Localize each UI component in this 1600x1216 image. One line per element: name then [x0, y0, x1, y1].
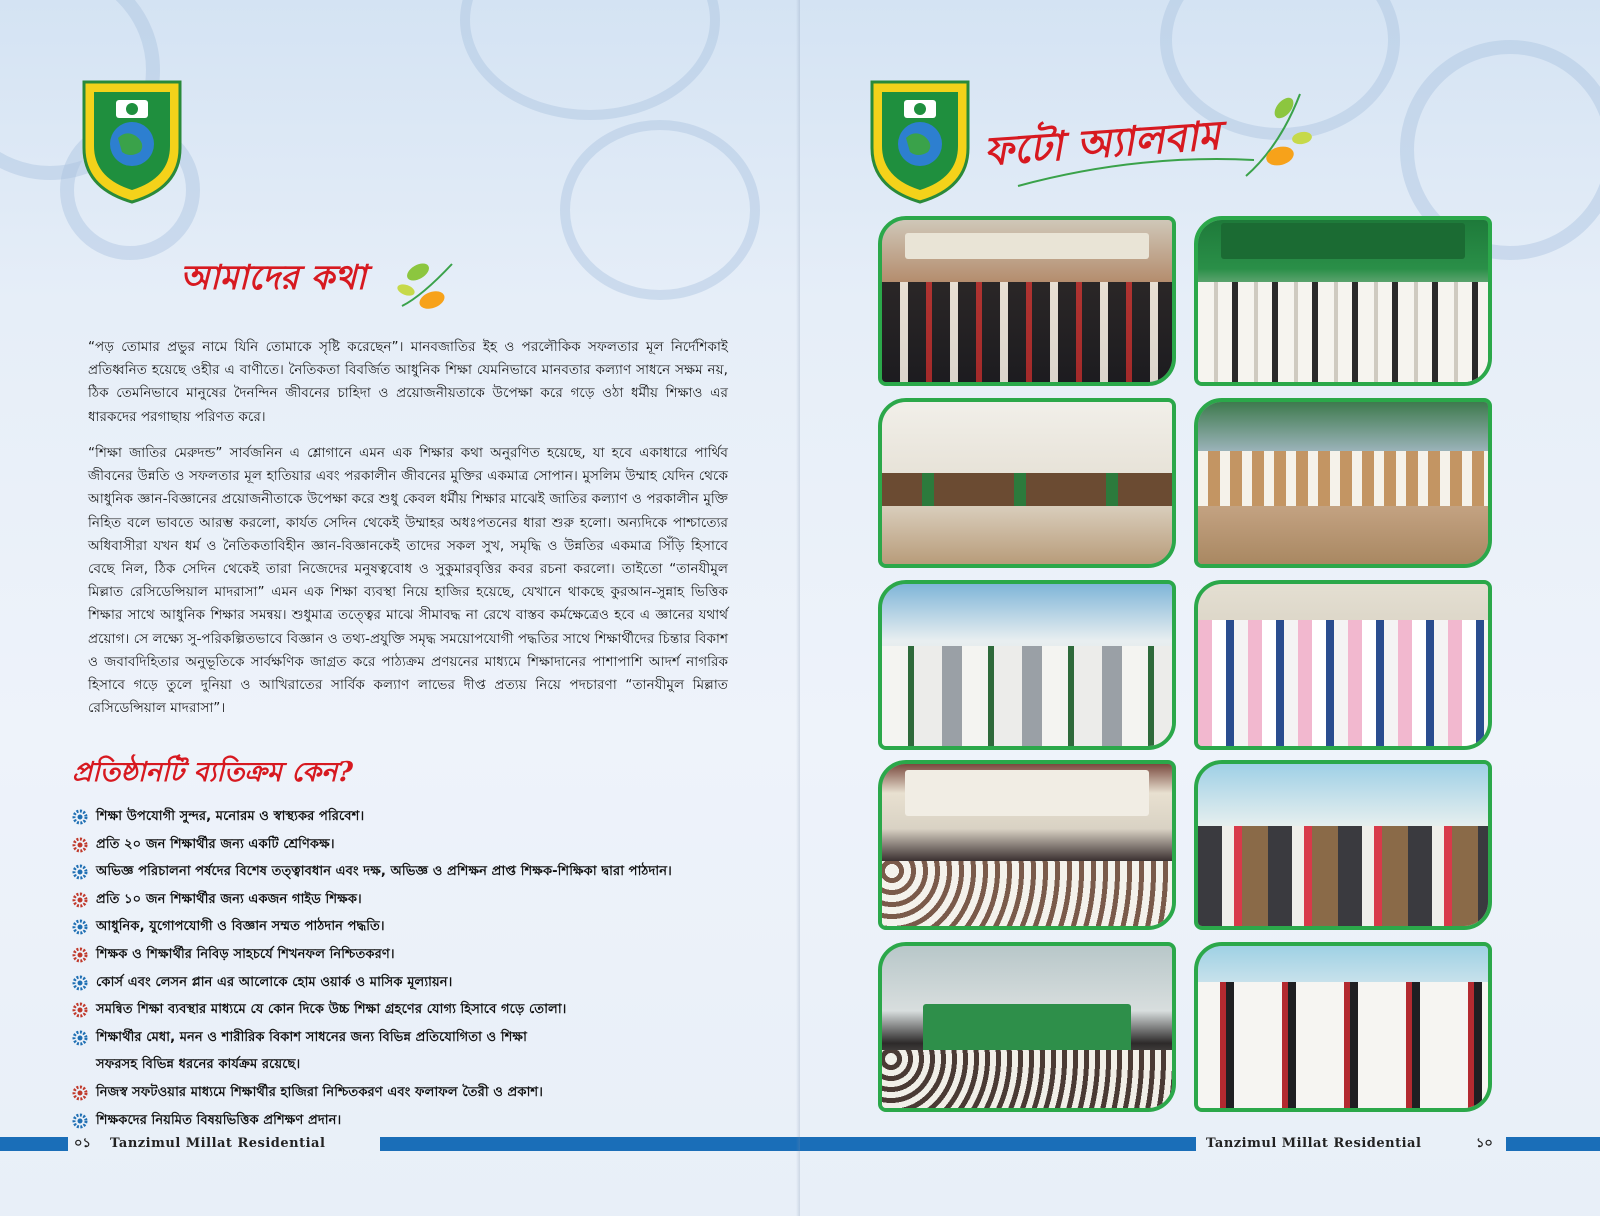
feature-list: [72, 808, 752, 1139]
page-heading: আমাদের কথা: [180, 258, 367, 298]
feature-item: শিক্ষকদের নিয়মিত বিষয়ভিত্তিক প্রশিক্ষণ প্রদান।: [72, 1112, 752, 1140]
footer-title: Tanzimul Millat Residential: [1206, 1136, 1422, 1151]
decor-swirl: [560, 120, 760, 300]
page-number: ০১: [74, 1136, 91, 1151]
body-paragraph: “শিক্ষা জাতির মেরুদন্ড” সার্বজনিন এ শ্লোগানে এমন এক শিক্ষার কথা অনুরণিত হয়েছে, যা হবে একাধারে পার্থিব জীবনের উন্নতি ও সফলতার মূল হাতিয়ার এবং পরকালীন জীবনের মুক্তির একমাত্র সোপান। মুসলিম উম্মাহ যেদিন থেকে আধুনিক জ্ঞান-বিজ্ঞানের প্রয়োজনীতাকে উপেক্ষা করে শুধু কেবল ধর্মীয় শিক্ষার মাঝেই জাতির কল্যাণ ও পরকালীন মুক্তি নিহিত বলে ভাবতে আরম্ভ করলো, কার্যত সেদিন থেকেই উম্মাহর অধঃপতনের ধারা শুরু হলো। অন্যদিকে পাশ্চাত্যের অধিবাসীরা যখন ধর্ম ও নৈতিকতাবিহীন জ্ঞান-বিজ্ঞানকেই তাদের সকল সুখ, সমৃদ্ধি ও উন্নতির একমাত্র সিঁড়ি হিসাবে বেছে নিল, ঠিক সেদিন থেকেই তারা নিজেদের মনুষত্ববোধ ও সুকুমারবৃত্তির কবর রচনা করলো। তাইতো “তানযীমুল মিল্লাত রেসিডেন্সিয়াল মাদরাসা” এমন এক শিক্ষা ব্যবস্থা নিয়ে হাজির হয়েছে, যেখানে থাকছে কুরআন-সুন্নাহ ভিত্তিক শিক্ষার সাথে আধুনিক শিক্ষার সমন্বয়। শুধুমাত্র তত্ত্বের মাঝে সীমাবদ্ধ না রেখে বাস্তব কর্মক্ষেত্রেও হবে এ জ্ঞানের যথার্থ প্রয়োগ। সে লক্ষ্যে সু-পরিকল্পিতভাবে বিজ্ঞান ও তথ্য-প্রযুক্তি সমৃদ্ধ সময়োপযোগী পদ্ধতির সাথে শিক্ষার্থীদের চিন্তার বিকাশ ও জবাবদিহিতার অনুভূতিকে সার্বক্ষণিক জাগ্রত করে পাঠ্যক্রম প্রণয়নের মাধ্যমে শিক্ষাদানের পাশাপাশি আদর্শ নাগরিক হিসাবে গড়ে তুলে দুনিয়া ও আখিরাতের সার্বিক কল্যাণ লাভের দীপ্ত প্রত্যয় নিয়ে পদচারণা “তানযীমুল মিল্লাত রেসিডেন্সিয়াল মাদরাসা”।: [88, 445, 728, 717]
photo-award-handover: [878, 580, 1176, 750]
section-subheading: প্রতিষ্ঠানটি ব্যতিক্রম কেন?: [72, 757, 354, 788]
feature-item: অভিজ্ঞ পরিচালনা পর্ষদের বিশেষ তত্ত্বাবধান এবং দক্ষ, অভিজ্ঞ ও প্রশিক্ষন প্রাপ্ত শিক্ষক-শিক্ষিকা দ্বারা পাঠদান।: [72, 863, 752, 891]
page-number: ১০: [1476, 1136, 1493, 1151]
gear-bullet-icon: [72, 947, 88, 963]
gear-bullet-icon: [72, 1002, 88, 1018]
feature-item: নিজস্ব সফটওয়ার মাধ্যমে শিক্ষার্থীর হাজিরা নিশ্চিতকরণ এবং ফলাফল তৈরী ও প্রকাশ।: [72, 1084, 752, 1112]
gear-bullet-icon: [72, 1113, 88, 1129]
footer-bar: [800, 1137, 1196, 1151]
footer-title: Tanzimul Millat Residential: [110, 1136, 326, 1151]
photo-graduation: [878, 216, 1176, 386]
left-footer: [0, 1135, 800, 1153]
school-emblem: [868, 78, 972, 204]
photo-competition-stage: [878, 760, 1176, 930]
right-footer: [800, 1135, 1600, 1153]
leaf-decoration-icon: [392, 256, 462, 316]
feature-item: কোর্স এবং লেসন প্লান এর আলোকে হোম ওয়ার্ক ও মাসিক মূল্যায়ন।: [72, 974, 752, 1002]
gear-bullet-icon: [72, 837, 88, 853]
photo-study-tour: [878, 942, 1176, 1112]
feature-item: প্রতি ২০ জন শিক্ষার্থীর জন্য একটি শ্রেণিকক্ষ।: [72, 836, 752, 864]
gear-bullet-icon: [72, 809, 88, 825]
gear-bullet-icon: [72, 1085, 88, 1101]
footer-bar: [0, 1137, 68, 1151]
footer-bar: [1506, 1137, 1600, 1151]
feature-item: শিক্ষার্থীর মেধা, মনন ও শারীরিক বিকাশ সাধনের জন্য বিভিন্ন প্রতিযোগিতা ও শিক্ষা সফরসহ বিভিন্ন ধরনের কার্যক্রম রয়েছে।: [72, 1029, 752, 1084]
feature-item: সমন্বিত শিক্ষা ব্যবস্থার মাধ্যমে যে কোন দিকে উচ্চ শিক্ষা গ্রহণের যোগ্য হিসাবে গড়ে তোলা।: [72, 1001, 752, 1029]
feature-item: শিক্ষা উপযোগী সুন্দর, মনোরম ও স্বাস্থ্যকর পরিবেশ।: [72, 808, 752, 836]
photo-students-banner: [1194, 216, 1492, 386]
photo-sports-uniform: [1194, 580, 1492, 750]
gear-bullet-icon: [72, 864, 88, 880]
decor-swirl: [460, 0, 720, 120]
photo-certificate-award: [1194, 942, 1492, 1112]
feature-item: প্রতি ১০ জন শিক্ষার্থীর জন্য একজন গাইড শিক্ষক।: [72, 891, 752, 919]
footer-bar: [380, 1137, 800, 1151]
gear-bullet-icon: [72, 892, 88, 908]
feature-item: শিক্ষক ও শিক্ষার্থীর নিবিড় সাহচর্যে শিখনফল নিশ্চিতকরণ।: [72, 946, 752, 974]
feature-item: আধুনিক, যুগোপযোগী ও বিজ্ঞান সম্মত পাঠদান পদ্ধতি।: [72, 918, 752, 946]
intro-paragraph: “পড় তোমার প্রভুর নামে যিনি তোমাকে সৃষ্টি করেছেন”। মানবজাতির ইহ ও পরলৌকিক সফলতার মূল নির্দেশিকাই প্রতিধ্বনিত হয়েছে ওহীর এ বাণীতে। নৈতিকতা বিবর্জিত আধুনিক শিক্ষা যেমনিভাবে মানবতার কল্যাণ সাধনে সক্ষম নয়, ঠিক তেমনিভাবে মানুষের দৈনন্দিন জীবনের চাহিদা ও প্রয়োজনীয়তাকে উপেক্ষা করে গড়ে ওঠা ধর্মীয় শিক্ষাও এর ধারকদের পরগাছায় পরিণত করে।: [88, 339, 728, 425]
right-page: [800, 0, 1600, 1216]
swoosh-underline: [1016, 150, 1256, 190]
photo-classroom: [878, 398, 1176, 568]
photo-outdoor-assembly: [1194, 398, 1492, 568]
gear-bullet-icon: [72, 1030, 88, 1046]
gear-bullet-icon: [72, 975, 88, 991]
page-heading: ফটো অ্যালবাম: [982, 111, 1222, 176]
school-emblem: [80, 78, 184, 204]
gear-bullet-icon: [72, 919, 88, 935]
photo-prize-distribution: [1194, 760, 1492, 930]
